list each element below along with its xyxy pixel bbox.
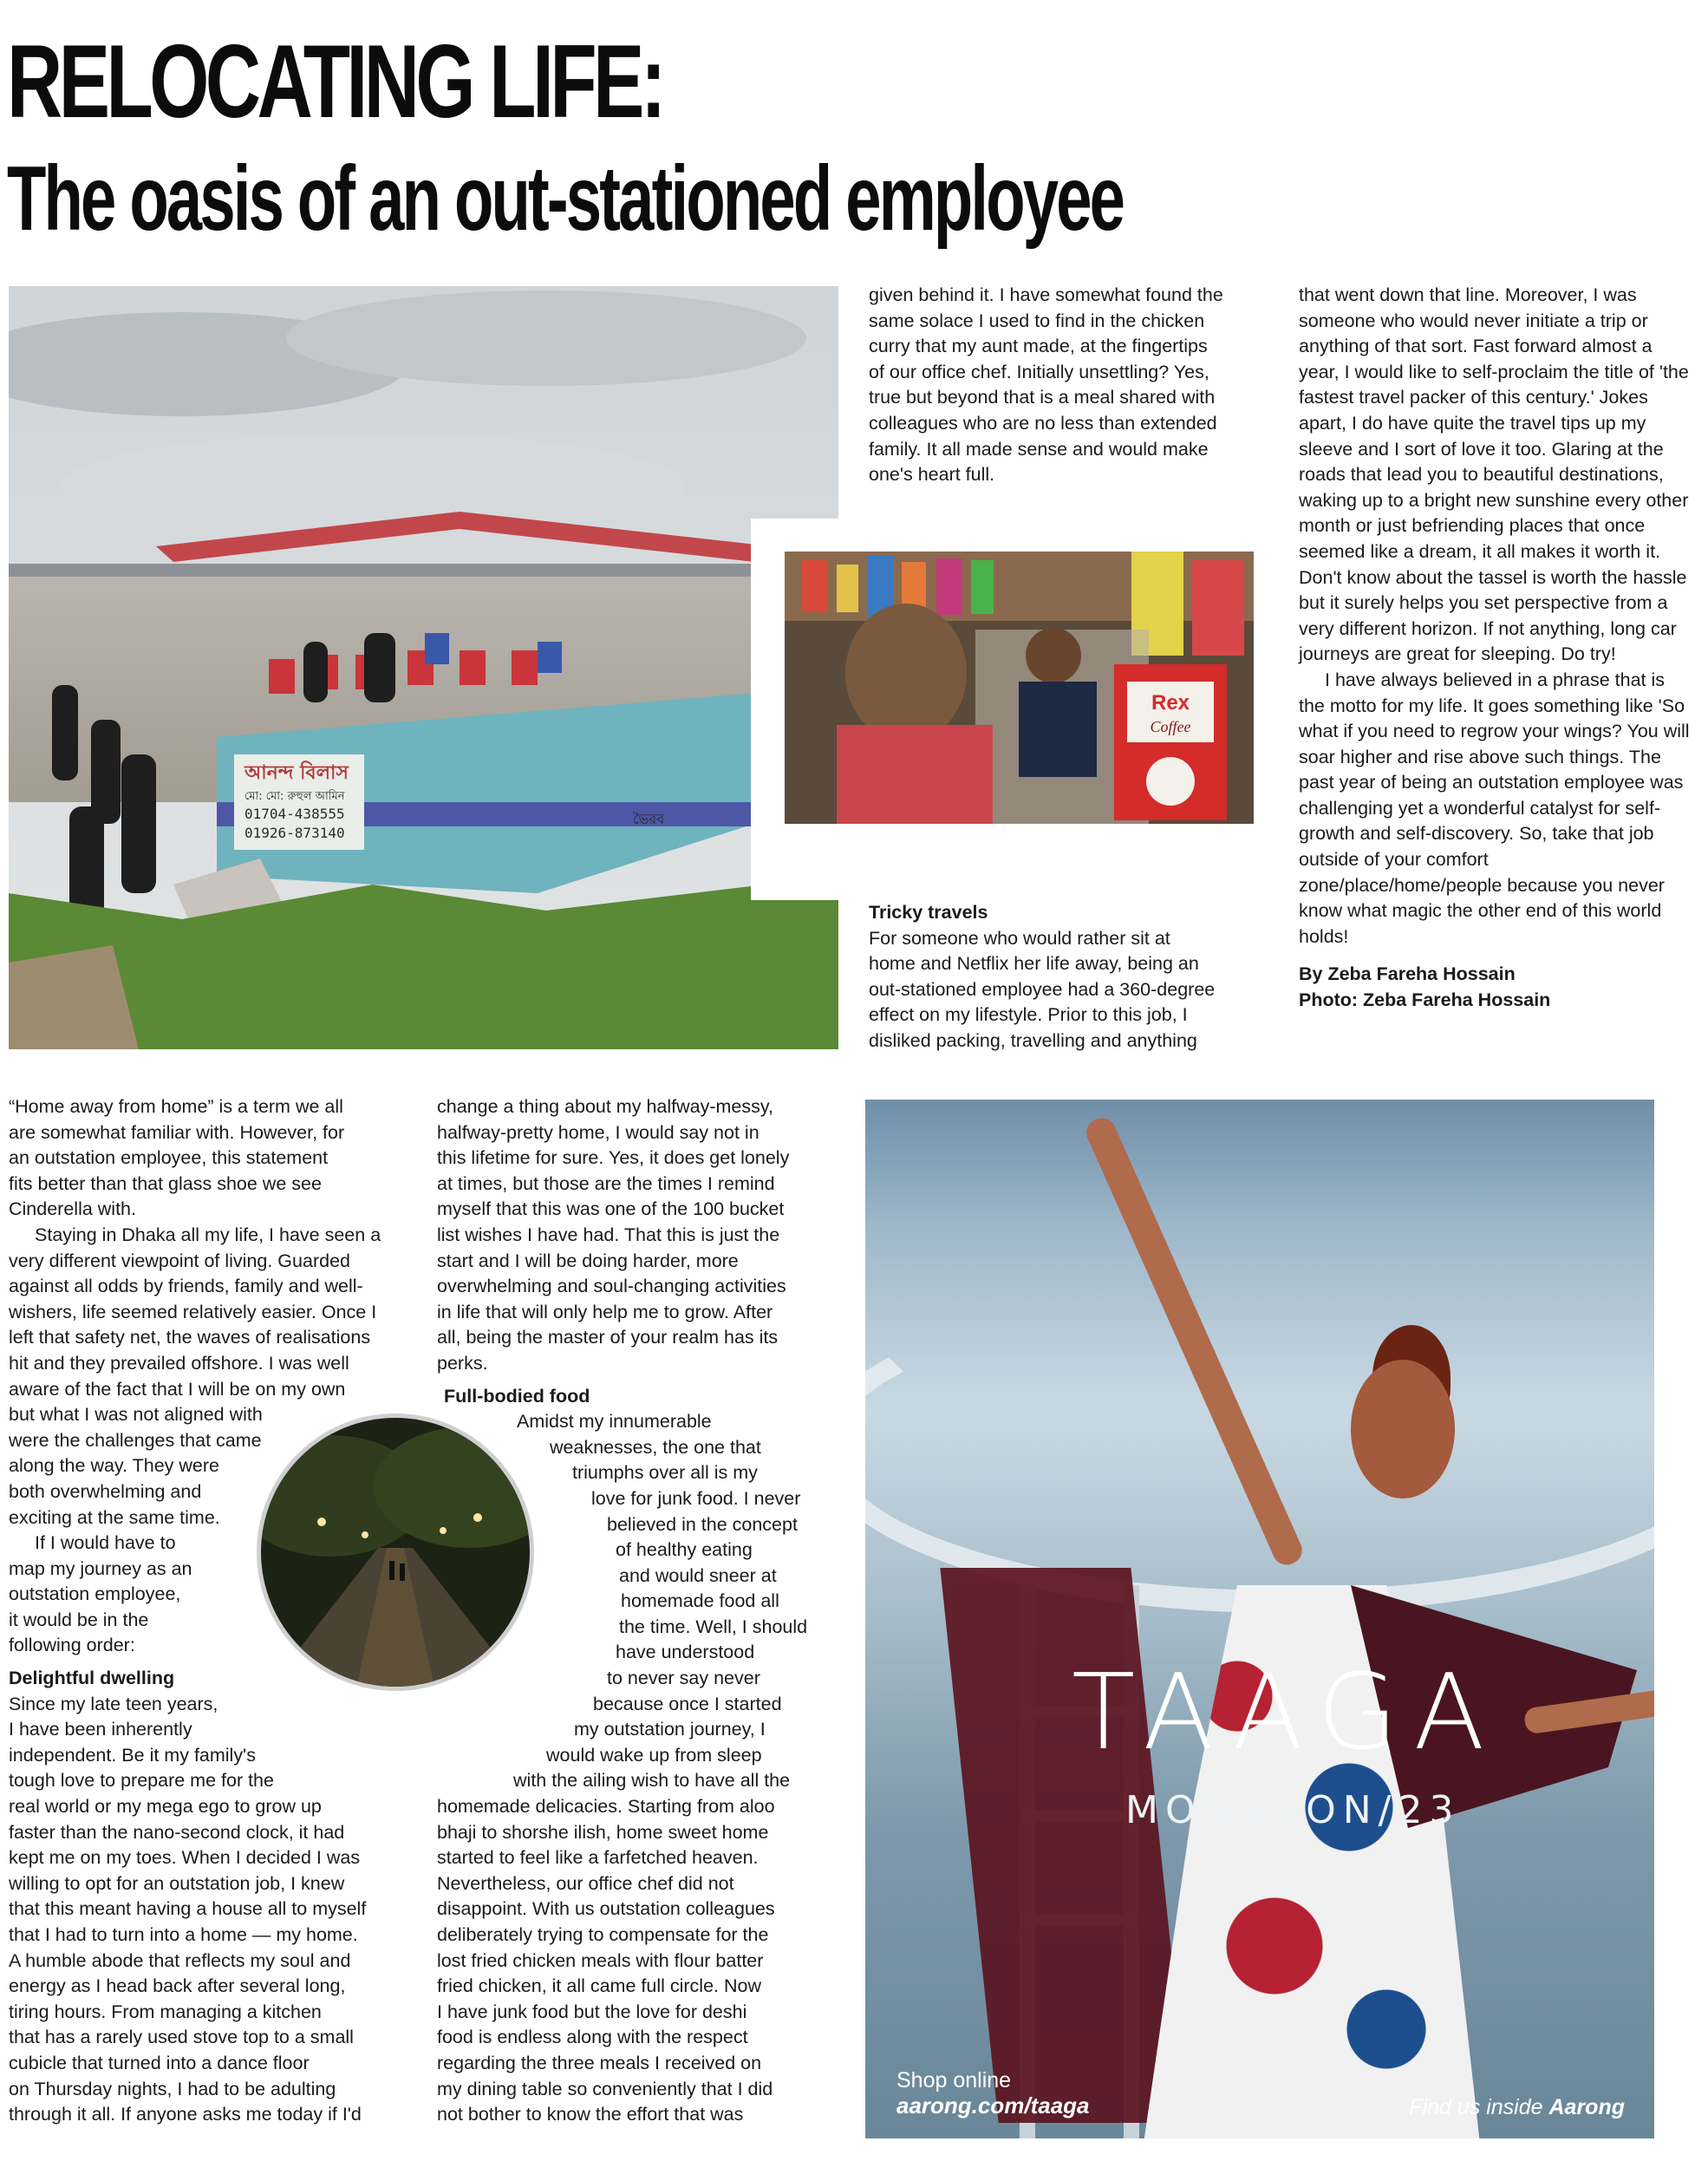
road-photo-circle: [257, 1413, 534, 1691]
article-line: but what I was not aligned with: [9, 1404, 263, 1426]
article-line: at times, but those are the times I remind: [437, 1172, 775, 1194]
article-line: all, being the master of your realm has its: [437, 1327, 779, 1348]
article-line: lost fried chicken meals with flour batter: [437, 1949, 764, 1971]
article-line: both overwhelming and: [9, 1480, 202, 1502]
article-line: tiring hours. From managing a kitchen: [9, 2001, 322, 2022]
article-line: Cinderella with.: [9, 1198, 136, 1220]
shop-url-link[interactable]: aarong.com/taaga: [896, 2092, 1090, 2119]
article-line: halfway-pretty home, I would say not in: [437, 1121, 759, 1143]
article-line: deliberately trying to compensate for the: [437, 1924, 769, 1945]
article-line: that this meant having a house all to myself: [9, 1898, 367, 1920]
boat-owner-text: মো: মো: রুহুল আমিন: [244, 790, 345, 803]
article-line: aware of the fact that I will be on my own: [9, 1378, 346, 1400]
article-line: tough love to prepare me for the: [9, 1770, 274, 1792]
article-line: homemade food all: [621, 1590, 779, 1612]
article-line: are somewhat familiar with. However, for: [9, 1121, 345, 1143]
dress-sleeve-left: [940, 1568, 1189, 2123]
boat-place-text: ভৈরব: [633, 811, 665, 827]
article-line: effect on my lifestyle. Prior to this job, I: [869, 1004, 1188, 1026]
article-line: not bother to know the effort that was: [437, 2104, 744, 2125]
article-line: colleagues who are no less than extended: [869, 412, 1217, 434]
article-line: If I would have to: [35, 1532, 176, 1554]
shop-photo: [785, 552, 1254, 824]
article-line: were the challenges that came: [9, 1429, 262, 1451]
column-d: [1299, 283, 1693, 1014]
article-line: love for junk food. I never: [591, 1487, 801, 1509]
article-line: same solace I used to find in the chicken: [869, 310, 1205, 331]
article-line: A humble abode that reflects my soul and: [9, 1949, 351, 1971]
find-us-label: [1409, 2095, 1625, 2120]
article-line: that I had to turn into a home — my home.: [9, 1924, 358, 1945]
boat-name-text: আনন্দ বিলাস: [244, 762, 349, 784]
article-line: of healthy eating: [616, 1539, 753, 1561]
article-line: map my journey as an: [9, 1557, 192, 1579]
article-line: in life that will only help me to grow. After: [437, 1301, 773, 1322]
article-line: an outstation employee, this statement: [9, 1147, 329, 1169]
article-line: out-stationed employee had a 360-degree: [869, 978, 1216, 1000]
road-illustration: [261, 1418, 530, 1687]
subhead-delightful-dwelling: Delightful dwelling: [9, 1668, 175, 1689]
shop-online-label: Shop online: [896, 2068, 1012, 2092]
article-line: against all odds by friends, family and well-: [9, 1276, 363, 1297]
article-line: started to feel like a farfetched heaven.: [437, 1847, 759, 1869]
article-line: wishers, life seemed relatively easier. Once I: [9, 1301, 377, 1322]
article-line: home and Netflix her life away, being an: [869, 953, 1199, 975]
article-line: disliked packing, travelling and anything: [869, 1029, 1197, 1051]
article-line: exciting at the same time.: [9, 1506, 220, 1528]
article-line: willing to opt for an outstation job, I knew: [9, 1872, 345, 1894]
article-line: my dining table so conveniently that I did: [437, 2078, 773, 2099]
article-line: on Thursday nights, I had to be adulting: [9, 2078, 336, 2099]
headline-line1: RELOCATING LIFE:: [7, 23, 663, 140]
article-line: family. It all made sense and would make: [869, 438, 1209, 460]
taaga-advertisement[interactable]: [865, 1100, 1654, 2138]
article-line: following order:: [9, 1635, 135, 1656]
column-c-top: [869, 283, 1261, 488]
article-line: hit and they prevailed offshore. I was well: [9, 1352, 349, 1374]
subhead-tricky-travels: Tricky travels: [869, 902, 988, 923]
article-line: curry that my aunt made, at the fingertips: [869, 336, 1208, 357]
article-line: very different viewpoint of living. Guarded: [9, 1250, 350, 1271]
article-line: food is endless along with the respect: [437, 2027, 748, 2048]
article-line: myself that this was one of the 100 bucket: [437, 1198, 785, 1220]
store-name: Aarong: [1548, 2095, 1625, 2119]
subhead-full-bodied-food: Full-bodied food: [444, 1385, 590, 1407]
column-c-bottom: [869, 900, 1261, 1054]
article-line: homemade delicacies. Starting from aloo: [437, 1796, 775, 1818]
article-line: list wishes I have had. That this is just the: [437, 1224, 780, 1245]
paragraph-motto: I have always believed in a phrase that is the motto for my life. It goes something like 'So what if you need to regrow your wings? You will soar higher and rise above such things. The past year of being an outstation employee was challenging yet a wonderful catalyst for self-growth and self-discovery. So, take that job outside of your comfort zone/place/home/people because you never know what magic the other end of this world holds!: [1299, 669, 1690, 947]
boat-phone2-text: 01926-873140: [244, 825, 345, 841]
article-line: perks.: [437, 1352, 488, 1374]
article-line: real world or my mega ego to grow up: [9, 1796, 322, 1818]
article-line: true but beyond that is a meal shared with: [869, 387, 1216, 408]
article-line: I have been inherently: [9, 1719, 192, 1740]
article-line: disappoint. With us outstation colleagues: [437, 1898, 775, 1920]
article-line: “Home away from home” is a term we all: [9, 1096, 343, 1117]
article-line: left that safety net, the waves of realisations: [9, 1327, 371, 1348]
photo-credit: Photo: Zeba Fareha Hossain: [1299, 989, 1551, 1011]
article-line: would wake up from sleep: [546, 1744, 762, 1766]
article-line: have understood: [616, 1642, 755, 1663]
article-line: because once I started: [593, 1693, 782, 1714]
article-line: to never say never: [607, 1668, 760, 1689]
article-line: overwhelming and soul-changing activities: [437, 1276, 786, 1297]
article-line: triumphs over all is my: [572, 1462, 758, 1484]
boat-phone1-text: 01704-438555: [244, 806, 345, 822]
article-line: fits better than that glass shoe we see: [9, 1172, 322, 1194]
paragraph-travel-continued: that went down that line. Moreover, I was someone who would never initiate a trip or anything of that sort. Fast forward almost a year, I would like to self-proclaim the title of 'the fastest travel packer of this century.' Jokes apart, I do have quite the travel tips up my sleeve and I sort of love it too. Glaring at the roads that lead you to beautiful destinations, waking up to a bright new sunshine every other month or just befriending places that once seemed like a dream, it all makes it worth it. Don't know about the tassel is worth the hassle but it surely helps you set perspective from a very different horizon. If not anything, long car journeys are great for sleeping. Do try!: [1299, 284, 1689, 665]
rex-sign-text: Rex: [1151, 691, 1190, 715]
shop-illustration: [785, 552, 1254, 824]
article-line: independent. Be it my family's: [9, 1744, 256, 1766]
article-line: believed in the concept: [607, 1513, 798, 1535]
article-line: along the way. They were: [9, 1455, 220, 1477]
article-line: energy as I head back after several long,: [9, 1975, 346, 1997]
article-line: bhaji to shorshe ilish, home sweet home: [437, 1821, 769, 1843]
article-line: and would sneer at: [619, 1564, 777, 1586]
article-line: regarding the three meals I received on: [437, 2052, 762, 2073]
article-line: change a thing about my halfway-messy,: [437, 1096, 773, 1117]
article-line: For someone who would rather sit at: [869, 927, 1170, 949]
article-line: with the ailing wish to have all the: [513, 1770, 791, 1792]
coffee-sign-text: Coffee: [1150, 718, 1191, 735]
article-line: this lifetime for sure. Yes, it does get lonely: [437, 1147, 790, 1169]
article-line: one's heart full.: [869, 464, 995, 486]
season-label: MONSOON/23: [1125, 1788, 1461, 1832]
find-us-text: Find us inside: [1409, 2095, 1543, 2119]
model-face: [1351, 1360, 1455, 1498]
article-line: kept me on my toes. When I decided I was: [9, 1847, 361, 1869]
boat-photo: [9, 286, 838, 1049]
taaga-logo: TAAGA: [1072, 1653, 1501, 1773]
boat-illustration: [9, 286, 838, 1049]
article-line: through it all. If anyone asks me today if I'd: [9, 2104, 362, 2125]
article-line: outstation employee,: [9, 1583, 181, 1605]
byline: By Zeba Fareha Hossain: [1299, 963, 1516, 985]
article-line: Since my late teen years,: [9, 1693, 218, 1714]
article-line: faster than the nano-second clock, it had: [9, 1821, 345, 1843]
article-line: it would be in the: [9, 1609, 149, 1630]
article-line: I have junk food but the love for deshi: [437, 2001, 747, 2022]
article-line: Amidst my innumerable: [517, 1411, 712, 1433]
article-line: that has a rarely used stove top to a small: [9, 2027, 354, 2048]
pool-rim: [865, 1282, 1654, 1613]
article-line: the time. Well, I should: [619, 1616, 808, 1637]
article-line: Nevertheless, our office chef did not: [437, 1872, 734, 1894]
article-line: Staying in Dhaka all my life, I have seen a: [35, 1224, 381, 1245]
article-line: weaknesses, the one that: [550, 1436, 761, 1458]
article-line: fried chicken, it all came full circle. Now: [437, 1975, 761, 1997]
article-line: my outstation journey, I: [574, 1719, 766, 1740]
article-line: cubicle that turned into a dance floor: [9, 2052, 310, 2073]
article-line: of our office chef. Initially unsettling? Yes,: [869, 361, 1209, 382]
article-line: given behind it. I have somewhat found the: [869, 284, 1223, 305]
headline-line2: The oasis of an out-stationed employee: [7, 147, 1124, 250]
article-line: start and I will be doing harder, more: [437, 1250, 739, 1271]
